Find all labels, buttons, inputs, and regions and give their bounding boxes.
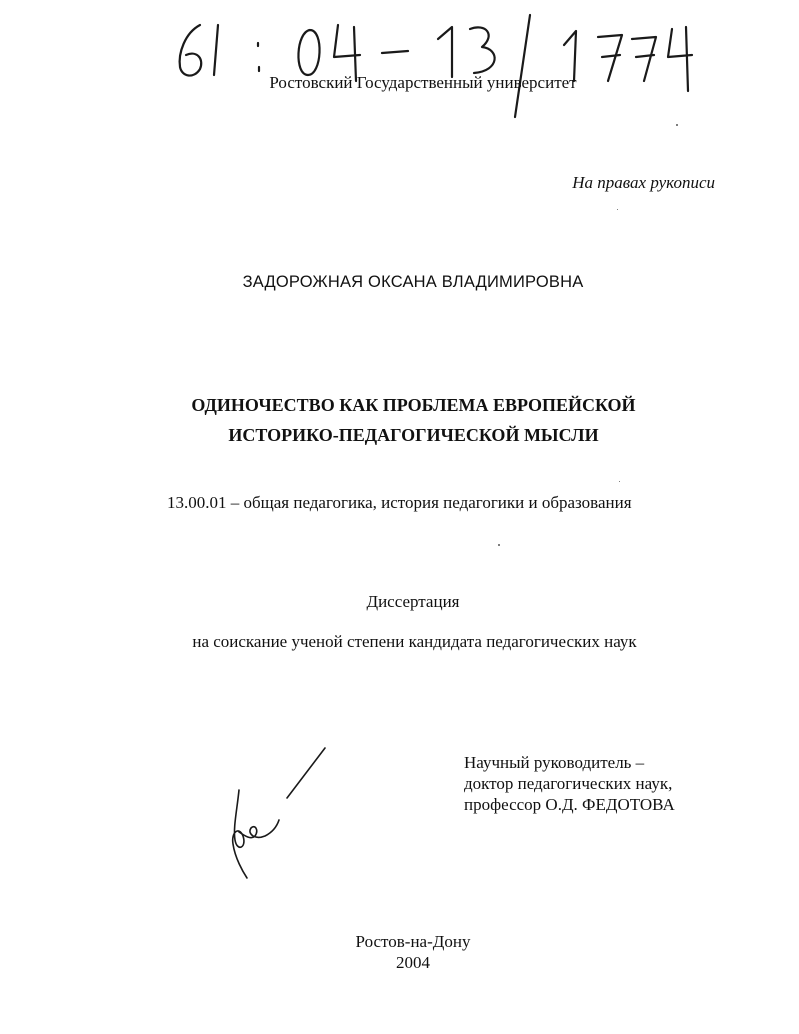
- degree-description: на соискание ученой степени кандидата педагогических наук: [192, 632, 637, 651]
- handwritten-catalogue-number: [170, 5, 730, 120]
- publication-place: Ростов-на-Дону: [355, 932, 471, 951]
- author-name: ЗАДОРОЖНАЯ ОКСАНА ВЛАДИМИРОВНА: [242, 273, 584, 291]
- university-name: Ростовский Государственный университет: [269, 73, 577, 92]
- signature-icon: [225, 740, 335, 880]
- scan-speck: [498, 544, 500, 546]
- dissertation-title: [0, 390, 799, 450]
- scan-speck: [617, 209, 618, 210]
- publication-year: 2004: [396, 953, 430, 972]
- specialty-code: 13.00.01 – общая педагогика, история педагогики и образования: [167, 493, 632, 512]
- scientific-supervisor: [464, 752, 675, 815]
- title-line-2: ИСТОРИКО-ПЕДАГОГИЧЕСКОЙ МЫСЛИ: [228, 425, 599, 445]
- scan-speck: [676, 124, 678, 126]
- place-and-year: [0, 931, 799, 973]
- supervisor-line-2: доктор педагогических наук,: [464, 774, 673, 793]
- supervisor-line-3: профессор О.Д. ФЕДОТОВА: [464, 795, 675, 814]
- scan-speck: [619, 481, 620, 482]
- manuscript-rights-note: На правах рукописи: [572, 173, 715, 192]
- document-type: Диссертация: [366, 592, 460, 611]
- title-line-1: ОДИНОЧЕСТВО КАК ПРОБЛЕМА ЕВРОПЕЙСКОЙ: [191, 395, 636, 415]
- supervisor-line-1: Научный руководитель –: [464, 753, 645, 772]
